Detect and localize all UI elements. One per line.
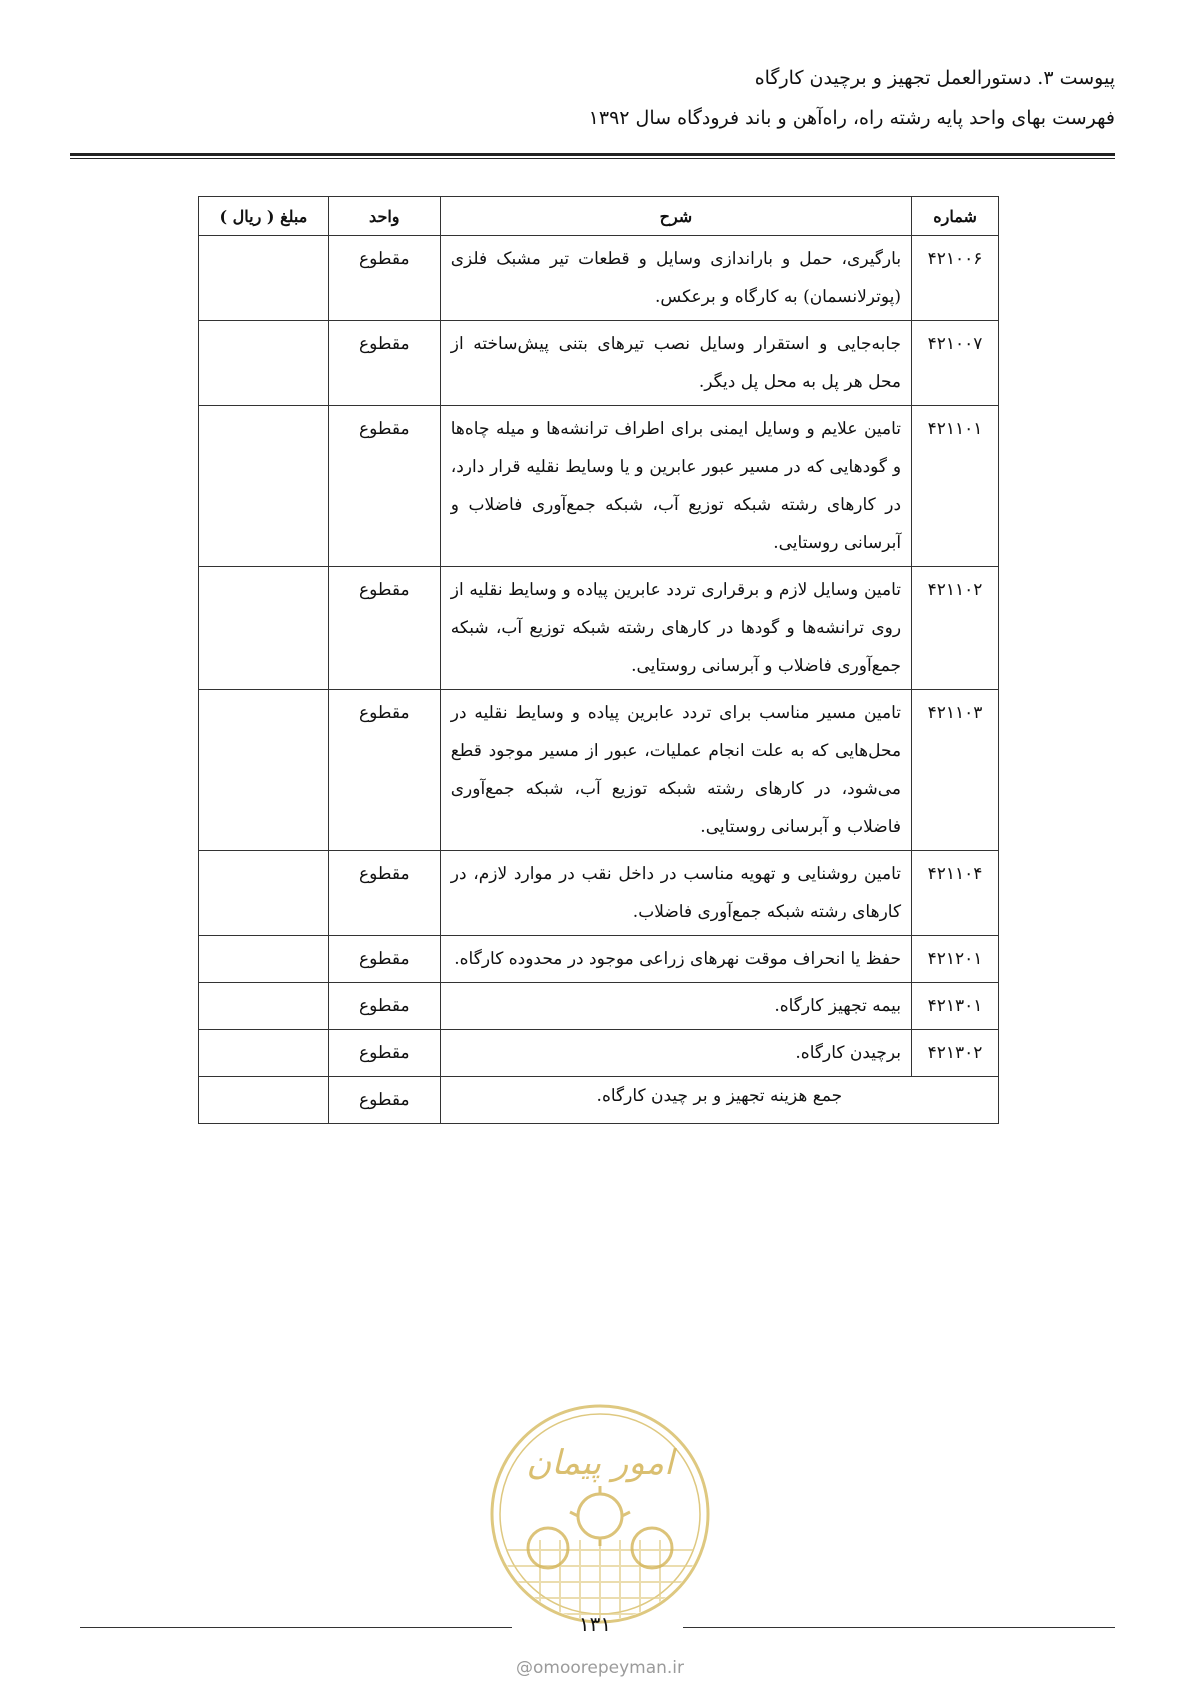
- table-row: [199, 690, 999, 851]
- item-amount: [199, 406, 329, 567]
- item-unit: مقطوع: [328, 851, 440, 936]
- header-number: شماره: [912, 197, 999, 236]
- header-price-list-title: فهرست بهای واحد پایه رشته راه، راه‌آهن و باند فرودگاه سال ۱۳۹۲: [588, 107, 1115, 129]
- item-amount: [199, 321, 329, 406]
- footer-rule-left: [80, 1627, 512, 1628]
- table-total-row: [199, 1077, 999, 1124]
- item-description: برچیدن کارگاه.: [440, 1030, 911, 1077]
- item-description: تامین روشنایی و تهویه مناسب در داخل نقب در موارد لازم، در کارهای رشته شبکه جمع‌آوری فاضلاب.: [440, 851, 911, 936]
- item-amount: [199, 690, 329, 851]
- table-row: [199, 567, 999, 690]
- seal-text: امور پیمان: [526, 1443, 674, 1483]
- header-appendix-title: پیوست ۳. دستورالعمل تجهیز و برچیدن کارگاه: [754, 67, 1115, 89]
- item-unit: مقطوع: [328, 1030, 440, 1077]
- item-amount: [199, 851, 329, 936]
- item-number: ۴۲۱۲۰۱: [912, 936, 999, 983]
- header-amount: مبلغ ( ریال ): [199, 197, 329, 236]
- table-row: [199, 851, 999, 936]
- item-number: ۴۲۱۱۰۳: [912, 690, 999, 851]
- table-header-row: [199, 197, 999, 236]
- table-row: [199, 321, 999, 406]
- item-description: تامین مسیر مناسب برای تردد عابرین پیاده و وسایط نقلیه در محل‌هایی که به علت انجام عملیات، عبور از مسیر موجود قطع می‌شود، در کارهای رشته شبکه توزیع آب، شبکه جمع‌آوری فاضلاب و آبرسانی روستایی.: [440, 690, 911, 851]
- item-number: ۴۲۱۳۰۱: [912, 983, 999, 1030]
- item-number: ۴۲۱۰۰۶: [912, 236, 999, 321]
- table-row: [199, 1030, 999, 1077]
- item-unit: مقطوع: [328, 236, 440, 321]
- item-amount: [199, 983, 329, 1030]
- header-unit: واحد: [328, 197, 440, 236]
- item-amount: [199, 1030, 329, 1077]
- item-number: ۴۲۱۰۰۷: [912, 321, 999, 406]
- header-rule-thin: [70, 158, 1115, 159]
- item-unit: مقطوع: [328, 567, 440, 690]
- page-header: [75, 58, 1115, 138]
- total-amount: [199, 1077, 329, 1124]
- total-label: جمع هزینه تجهیز و بر چیدن کارگاه.: [440, 1077, 998, 1124]
- item-unit: مقطوع: [328, 406, 440, 567]
- item-number: ۴۲۱۳۰۲: [912, 1030, 999, 1077]
- total-unit: مقطوع: [328, 1077, 440, 1124]
- item-amount: [199, 567, 329, 690]
- website-watermark: @omoorepeyman.ir: [515, 1658, 685, 1678]
- table-row: [199, 236, 999, 321]
- footer-rule-right: [683, 1627, 1115, 1628]
- item-description: حفظ یا انحراف موقت نهرهای زراعی موجود در محدوده کارگاه.: [440, 936, 911, 983]
- item-number: ۴۲۱۱۰۱: [912, 406, 999, 567]
- item-description: تامین وسایل لازم و برقراری تردد عابرین پیاده و وسایط نقلیه از روی ترانشه‌ها و گودها در کارهای رشته شبکه توزیع آب، شبکه جمع‌آوری فاضلاب و آبرسانی روستایی.: [440, 567, 911, 690]
- table-row: [199, 983, 999, 1030]
- item-amount: [199, 236, 329, 321]
- item-unit: مقطوع: [328, 321, 440, 406]
- item-unit: مقطوع: [328, 936, 440, 983]
- item-description: تامین علایم و وسایل ایمنی برای اطراف ترانشه‌ها و میله چاه‌ها و گودهایی که در مسیر عبور عابرین و یا وسایط نقلیه قرار دارد، در کارهای رشته شبکه توزیع آب، شبکه جمع‌آوری فاضلاب و آبرسانی روستایی.: [440, 406, 911, 567]
- header-rule-thick: [70, 153, 1115, 156]
- item-unit: مقطوع: [328, 983, 440, 1030]
- item-description: جابه‌جایی و استقرار وسایل نصب تیرهای بتنی پیش‌ساخته از محل هر پل به محل پل دیگر.: [440, 321, 911, 406]
- item-unit: مقطوع: [328, 690, 440, 851]
- item-amount: [199, 936, 329, 983]
- item-number: ۴۲۱۱۰۲: [912, 567, 999, 690]
- table-row: [199, 936, 999, 983]
- header-description: شرح: [440, 197, 911, 236]
- page-number: ۱۳۱: [578, 1612, 612, 1636]
- price-items-table: [198, 196, 999, 1124]
- item-description: بیمه تجهیز کارگاه.: [440, 983, 911, 1030]
- item-number: ۴۲۱۱۰۴: [912, 851, 999, 936]
- omoore-peyman-seal-icon: [486, 1400, 714, 1628]
- item-description: بارگیری، حمل و باراندازی وسایل و قطعات تیر مشبک فلزی (پوترلانسمان) به کارگاه و برعکس.: [440, 236, 911, 321]
- table-row: [199, 406, 999, 567]
